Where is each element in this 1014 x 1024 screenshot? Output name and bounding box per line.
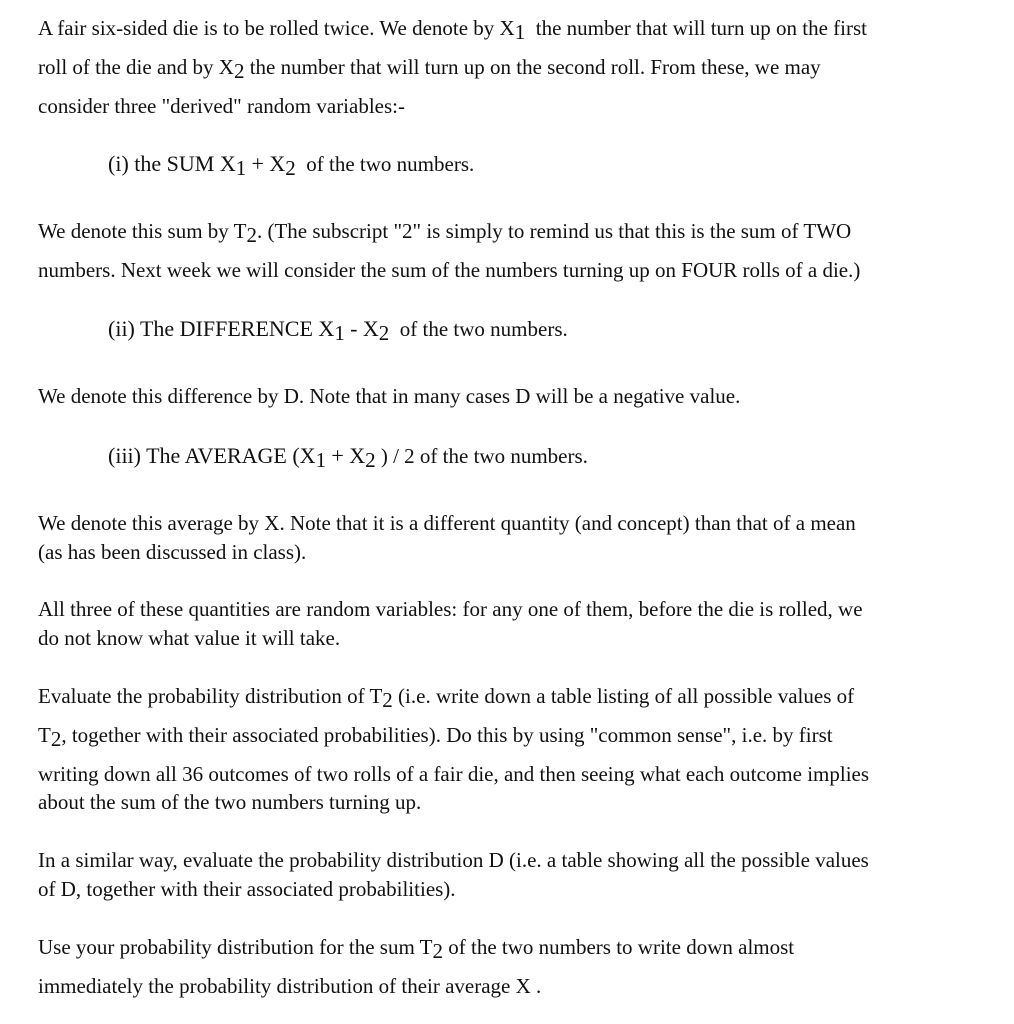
random-var-para-line-2: do not know what value it will take.	[38, 626, 341, 650]
sum-para-line-1: We denote this sum by $T_2$. (The subscript "2" is simply to remind us that this is the sum of TWO	[38, 219, 852, 247]
difference-para: We denote this difference by D. Note that in many cases D will be a negative value.	[38, 384, 741, 408]
evaluate-para-line-3: writing down all 36 outcomes of two rolls of a fair die, and then seeing what each outcome implies	[38, 762, 870, 786]
intro-line-3: consider three "derived" random variables:-	[38, 94, 405, 118]
random-var-para-line-1: All three of these quantities are random variables: for any one of them, before the die is rolled, we	[38, 597, 863, 621]
use-para-line-2: immediately the probability distribution of their average X .	[38, 974, 542, 998]
use-para-line-1: Use your probability distribution for the sum $T_2$ of the two numbers to write down almost	[38, 935, 795, 963]
evaluate-para-line-1: Evaluate the probability distribution of $T_2$ (i.e. write down a table listing of all possible values of	[38, 684, 855, 712]
item-sum: (i) the SUM $X_1 + X_2$ of the two numbers.	[108, 151, 475, 180]
similar-para-line-2: of D, together with their associated probabilities).	[38, 877, 456, 901]
sum-para-line-2: numbers. Next week we will consider the sum of the numbers turning up on FOUR rolls of a die.)	[38, 258, 861, 282]
intro-line-2: roll of the die and by $X_2$ the number that will turn up on the second roll. From these, we may	[38, 55, 821, 83]
similar-para-line-1: In a similar way, evaluate the probability distribution D (i.e. a table showing all the possible values	[38, 848, 869, 872]
item-difference: (ii) The DIFFERENCE $X_1 - X_2$ of the two numbers.	[108, 316, 568, 345]
item-average: (iii) The AVERAGE ($X_1 + X_2$ ) / 2 of the two numbers.	[108, 443, 588, 472]
evaluate-para-line-4: about the sum of the two numbers turning up.	[38, 790, 422, 814]
average-para-line-2: (as has been discussed in class).	[38, 540, 307, 564]
intro-line-1: A fair six-sided die is to be rolled twice. We denote by $X_1$ the number that will turn up on the first	[38, 16, 868, 44]
average-para-line-1: We denote this average by X. Note that it is a different quantity (and concept) than that of a mean	[38, 511, 856, 535]
evaluate-para-line-2: $T_2$, together with their associated probabilities). Do this by using "common sense", i.e. by first	[38, 723, 833, 751]
